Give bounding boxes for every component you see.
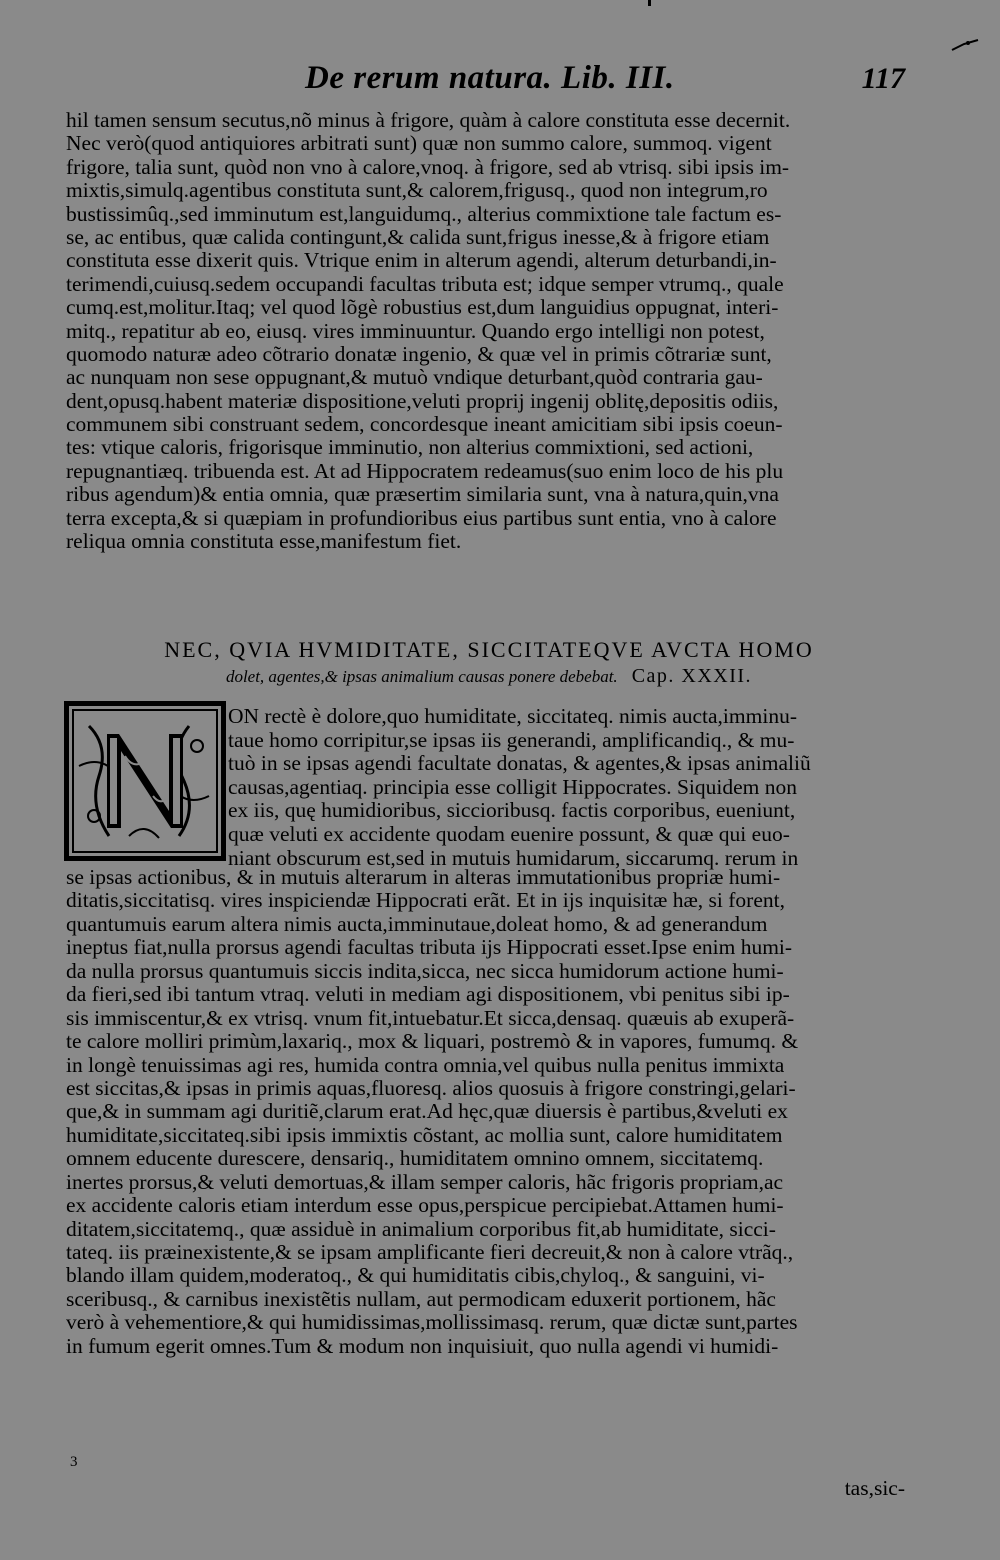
text-line: ribus agendum)& entia omnia, quæ præsertim similaria sunt, vna à natura,quin,vna [66, 483, 779, 507]
text-line: constituta esse dixerit quis. Vtrique enim in alterum agendi, alterum deturbandi,in- [66, 249, 777, 273]
text-line: cumq.est,molitur.Itaq; vel quod lõgè robustius est,dum languidius oppugnat, interi- [66, 296, 779, 320]
chapter-title: NEC, QVIA HVMIDITATE, SICCITATEQVE AVCTA HOMO [164, 637, 814, 662]
text-line: tuò in se ipsas agendi facultate donatas, & agentes,& ipsas animaliũ [228, 752, 811, 776]
text-line: quomodo naturæ adeo cõtrario donatæ ingenio, & quæ vel in primis cõtrariæ sunt, [66, 342, 772, 366]
catchword: tas,sic- [844, 1476, 905, 1500]
text-line: sis immiscentur,& ex vtrisq. vnum fit,intuebatur.Et sicca,densaq. quæuis ab exuperã- [66, 1006, 795, 1030]
text-line: communem sibi construant sedem, concordesque ineant amicitiam sibi ipsis coeun- [66, 413, 783, 437]
text-line: reliqua omnia constituta esse,manifestum fiet. [66, 530, 462, 554]
chapter-number: Cap. XXXII. [631, 665, 753, 687]
page-number: 117 [861, 62, 905, 95]
text-line: ineptus fiat,nulla prorsus agendi facultas tributa ijs Hippocrati esset.Ipse enim humi- [66, 936, 793, 960]
text-line: ac nunquam non sese oppugnant,& mutuò vndique deturbant,quòd contraria gau- [66, 366, 763, 390]
decorated-initial-n-icon [64, 701, 226, 861]
text-line: niant obscurum est,sed in mutuis humidarum, siccarumq. rerum in [228, 846, 799, 870]
text-line: terimendi,cuiusq.sedem occupandi facultas tributa est; idque semper vtrumq., quale [66, 272, 784, 296]
text-line: in longè tenuissimas agi res, humida contra omnia,vel quibus nulla penitus immixta [66, 1053, 785, 1077]
text-line: bustissimûq.,sed imminutum est,languidumq., alterius commixtione tale factum es- [66, 202, 782, 226]
text-line: quantumuis earum altera nimis aucta,imminutaue,doleat homo, & ad generandum [66, 912, 768, 936]
text-line: ditatem,siccitatemq., quæ assiduè in animalium corporibus fit,ab humiditate, sicci- [66, 1217, 776, 1241]
text-line: mixtis,simulq.agentibus constituta sunt,& calorem,frigusq., quod non integrum,ro [66, 179, 768, 203]
text-line: blando illam quidem,moderatoq., & qui humiditatis cibis,chyloq., & sanguini, vi- [66, 1264, 765, 1288]
page-header [305, 60, 905, 100]
text-line: dent,opusq.habent materiæ dispositione,veluti proprij ingenij oblitę,depositis odiis, [66, 389, 779, 413]
text-line: frigore, talia sunt, quòd non vno à calore,vnoq. à frigore, sed ab vtrisq. sibi ipsis im- [66, 155, 790, 179]
text-line: repugnantiæq. tribuenda est. At ad Hippocratem redeamus(suo enim loco de his plu [66, 459, 784, 483]
text-line: tateq. iis præinexistente,& se ipsam amplificante fieri decreuit,& non à calore vtrãq., [66, 1241, 794, 1264]
running-title: De rerum natura. Lib. III. [305, 60, 675, 96]
text-line: Nec verò(quod antiquiores arbitrati sunt) quæ non summo calore, summoq. vigent [66, 132, 772, 156]
text-line: quæ veluti ex accidente quodam euenire possunt, & quæ qui euo- [228, 822, 790, 846]
text-line: da nulla prorsus quantumuis siccis indita,sicca, nec sicca humidorum actione humi- [66, 959, 784, 983]
chapter-body [66, 866, 912, 1358]
text-line: se ipsas actionibus, & in mutuis alterarum in alteras immutationibus propriæ humi- [66, 866, 781, 889]
text-line: humiditate,siccitateq.sibi ipsis immixtis cõstant, ac mollia sunt, calore humiditatem [66, 1123, 783, 1147]
text-line: omnem educente durescere, densariq., humiditatem omnino omnem, siccitatemq. [66, 1147, 764, 1171]
paragraph-continued [66, 109, 912, 553]
text-line: sceribusq., & carnibus inexistẽtis nullam, aut permodicam eduxerit portionem, hãc [66, 1287, 776, 1311]
text-line: hil tamen sensum secutus,nõ minus à frigore, quàm à calore constituta esse decernit. [66, 109, 791, 132]
text-line: ON rectè è dolore,quo humiditate, siccitateq. nimis aucta,imminu- [228, 705, 797, 728]
chapter-heading [66, 636, 912, 689]
text-line: taue homo corripitur,se ipsas iis generandi, amplificandiq., & mu- [228, 728, 795, 752]
chapter-opening-lines [228, 705, 912, 870]
chapter-subtitle-text: dolet, agentes,& ipsas animalium causas ponere debebat. [225, 667, 618, 686]
signature-mark: 3 [70, 1454, 78, 1470]
text-line: causas,agentiaq. principia esse colligit Hippocrates. Siquidem non [228, 775, 798, 799]
text-line: ditatis,siccitatisq. vires inspiciendæ Hippocrati erãt. Et in ijs inquisitæ hæ, si forent, [66, 889, 785, 913]
ink-mark-icon [950, 38, 980, 52]
top-edge-mark [648, 0, 651, 6]
text-line: mitq., repatitur ab eo, eiusq. vires imminuuntur. Quando ergo intelligi non potest, [66, 319, 765, 343]
text-line: que,& in summam agi duritiẽ,clarum erat.Ad hęc,quæ diuersis è partibus,&veluti ex [66, 1100, 788, 1124]
text-line: tes: vtique caloris, frigorisque imminutio, non alterius commixtioni, sed actioni, [66, 436, 754, 460]
text-line: da fieri,sed ibi tantum vtraq. veluti in mediam agi dispositionem, vbi penitus sibi ip- [66, 983, 790, 1007]
chapter-subtitle [66, 664, 912, 689]
text-line: est siccitas,& ipsas in primis aquas,fluoresq. alios quosuis à frigore constringi,gelari- [66, 1076, 796, 1100]
text-line: ex accidente caloris etiam interdum esse opus,perspicue percipiebat.Attamen humi- [66, 1194, 784, 1218]
text-line: in fumum egerit omnes.Tum & modum non inquisiuit, quo nulla agendi vi humidi- [66, 1334, 779, 1358]
text-line: se, ac entibus, quæ calida contingunt,& calida sunt,frigus inesse,& à frigore etiam [66, 225, 770, 249]
text-line: verò à vehementiore,& qui humidissimas,mollissimasq. rerum, quæ dictæ sunt,partes [66, 1311, 798, 1335]
text-line: terra excepta,& si quæpiam in profundioribus eius partibus sunt entia, vno à calore [66, 506, 777, 530]
text-line: te calore molliri primùm,laxariq., mox & liquari, postremò & in vapores, fumumq. & [66, 1030, 799, 1054]
text-line: inertes prorsus,& veluti demortuas,& illam semper caloris, hãc frigoris propriam,ac [66, 1170, 784, 1194]
text-line: ex iis, quę humidioribus, siccioribusq. factis corporibus, eueniunt, [228, 799, 796, 823]
